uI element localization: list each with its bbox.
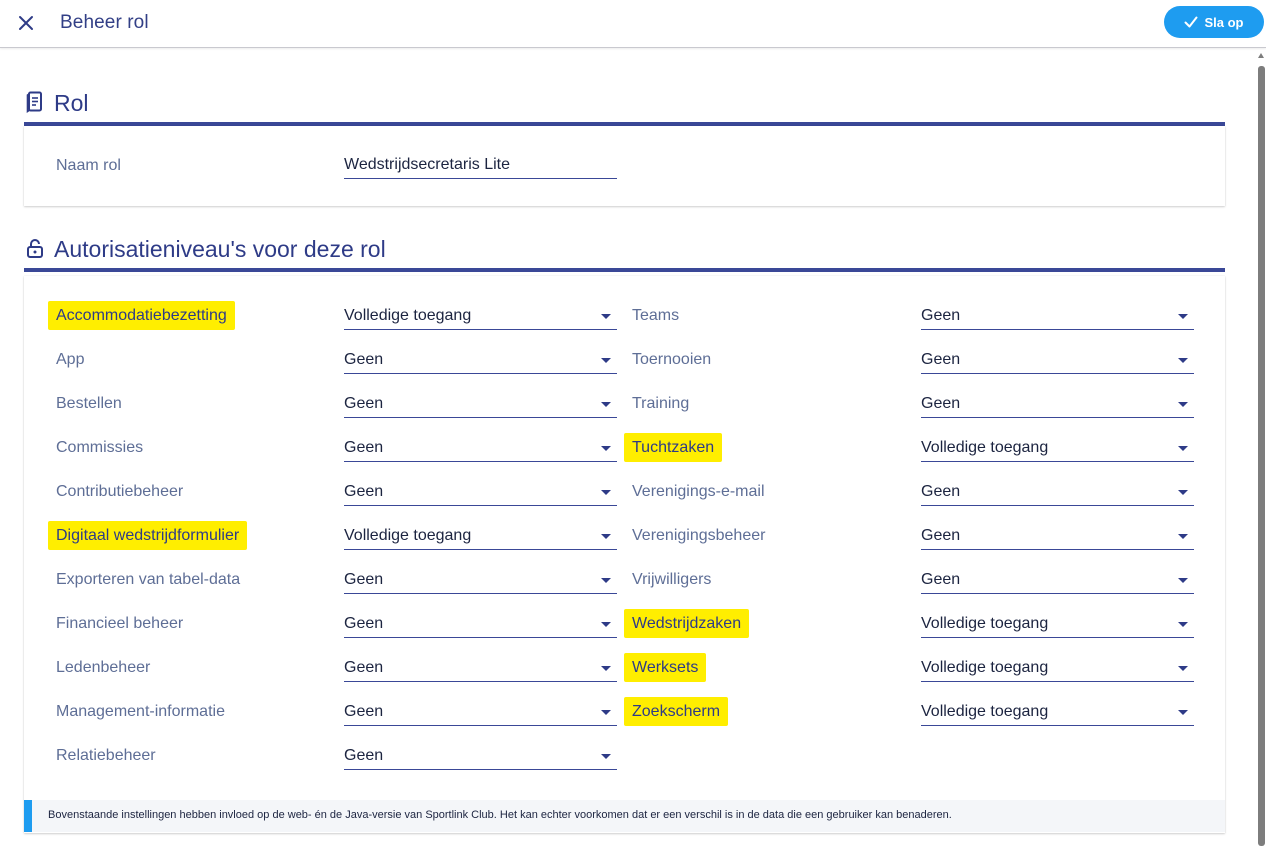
permission-label-text: Verenigingsbeheer — [632, 527, 766, 544]
caret-down-icon — [1178, 402, 1188, 407]
permission-select[interactable] — [344, 658, 617, 682]
permission-select-value: Geen — [921, 395, 961, 412]
caret-down-icon — [601, 710, 611, 715]
lock-icon — [26, 237, 44, 259]
permission-select[interactable] — [921, 702, 1194, 726]
permission-label-text: Financieel beheer — [56, 615, 184, 632]
role-section-header — [24, 82, 1225, 126]
permission-label — [56, 615, 183, 633]
caret-down-icon — [1178, 622, 1188, 627]
permission-label-text: Tuchtzaken — [624, 433, 722, 462]
permission-select-value: Geen — [344, 483, 384, 500]
permission-select[interactable] — [344, 394, 617, 418]
permission-select-value: Geen — [344, 571, 384, 588]
permission-label — [632, 571, 711, 589]
caret-down-icon — [601, 578, 611, 583]
permission-select-value: Geen — [344, 351, 384, 368]
scroll-up-arrow[interactable] — [1258, 53, 1264, 58]
permission-select[interactable] — [921, 306, 1194, 330]
permission-label-text: Toernooien — [632, 351, 712, 368]
permission-select[interactable] — [344, 482, 617, 506]
permission-select[interactable] — [921, 350, 1194, 374]
permission-label-text: Accommodatiebezetting — [48, 301, 235, 330]
auth-card — [24, 276, 1225, 833]
auth-section-title: Autorisatieniveau's voor deze rol — [54, 236, 386, 262]
caret-down-icon — [601, 622, 611, 627]
permission-label — [632, 527, 765, 545]
close-icon — [14, 11, 38, 35]
permission-label-text: Training — [632, 395, 690, 412]
permission-label — [56, 395, 122, 413]
permission-label-text: Commissies — [56, 439, 144, 456]
caret-down-icon — [1178, 490, 1188, 495]
permission-select[interactable] — [344, 570, 617, 594]
permission-label — [56, 703, 225, 721]
permission-select-value: Geen — [921, 351, 961, 368]
permission-select[interactable] — [921, 394, 1194, 418]
permission-label — [632, 703, 728, 721]
caret-down-icon — [601, 754, 611, 759]
permission-label — [632, 439, 722, 457]
permission-select-value: Geen — [344, 439, 384, 456]
save-button-label: Sla op — [1204, 14, 1244, 30]
permission-label-text: Zoekscherm — [624, 697, 728, 726]
permission-label — [632, 483, 765, 501]
permission-label — [56, 307, 235, 325]
page-title: Beheer rol — [60, 12, 149, 33]
caret-down-icon — [601, 446, 611, 451]
permission-select[interactable] — [344, 438, 617, 462]
role-name-input[interactable]: Wedstrijdsecretaris Lite — [344, 155, 617, 179]
permission-select[interactable] — [921, 526, 1194, 550]
permission-label-text: Vrijwilligers — [632, 571, 712, 588]
permission-label — [632, 659, 706, 677]
permission-select-value: Volledige toegang — [921, 703, 1049, 720]
caret-down-icon — [1178, 358, 1188, 363]
caret-down-icon — [1178, 710, 1188, 715]
caret-down-icon — [601, 402, 611, 407]
permission-select[interactable] — [344, 306, 617, 330]
caret-down-icon — [1178, 578, 1188, 583]
role-card — [24, 126, 1225, 206]
caret-down-icon — [601, 314, 611, 319]
permission-label — [56, 747, 156, 765]
permission-select-value: Geen — [344, 395, 384, 412]
permission-select-value: Volledige toegang — [344, 527, 472, 544]
permission-select[interactable] — [921, 614, 1194, 638]
caret-down-icon — [601, 666, 611, 671]
permission-label-text: Management-informatie — [56, 703, 225, 720]
permission-label — [56, 483, 183, 501]
permission-select[interactable] — [921, 438, 1194, 462]
permission-label-text: App — [56, 351, 85, 368]
close-button[interactable] — [14, 11, 38, 35]
permission-select-value: Volledige toegang — [921, 439, 1049, 456]
permission-select[interactable] — [344, 614, 617, 638]
permission-select-value: Geen — [921, 527, 961, 544]
permission-label — [632, 395, 689, 413]
permission-select-value: Volledige toegang — [921, 659, 1049, 676]
permission-select-value: Geen — [921, 307, 961, 324]
permission-label — [632, 351, 711, 369]
permission-select[interactable] — [344, 350, 617, 374]
caret-down-icon — [601, 358, 611, 363]
permission-label-text: Bestellen — [56, 395, 122, 412]
permission-select[interactable] — [921, 658, 1194, 682]
permission-select-value: Geen — [921, 483, 961, 500]
permission-label-text: Werksets — [624, 653, 706, 682]
info-bar: Bovenstaande instellingen hebben invloed op de web- én de Java-versie van Sportlink Club. Het kan echter voorkomen dat er een verschil is in de data die een gebruiker kan benaderen. — [24, 800, 1225, 832]
permission-label-text: Relatiebeheer — [56, 747, 156, 764]
permission-label — [632, 615, 749, 633]
permission-label-text: Wedstrijdzaken — [624, 609, 749, 638]
save-button[interactable] — [1164, 6, 1264, 38]
role-section-title: Rol — [54, 90, 89, 116]
permission-select-value: Geen — [344, 747, 384, 764]
permission-select[interactable] — [921, 482, 1194, 506]
permission-label-text: Teams — [632, 307, 680, 324]
check-icon — [1184, 15, 1198, 29]
permission-label — [56, 659, 150, 677]
permission-label-text: Verenigings-e-mail — [632, 483, 765, 500]
permission-label — [56, 571, 240, 589]
permission-label — [56, 439, 143, 457]
caret-down-icon — [1178, 314, 1188, 319]
id-card-icon — [26, 91, 44, 113]
permission-select-value: Geen — [344, 615, 384, 632]
permission-select-value: Geen — [344, 703, 384, 720]
permission-select-value: Geen — [921, 571, 961, 588]
permission-select-value: Volledige toegang — [921, 615, 1049, 632]
permission-label-text: Exporteren van tabel-data — [56, 571, 241, 588]
permission-select-value: Volledige toegang — [344, 307, 472, 324]
caret-down-icon — [1178, 534, 1188, 539]
role-name-label: Naam rol — [56, 157, 121, 174]
caret-down-icon — [1178, 446, 1188, 451]
permission-label — [56, 527, 247, 545]
caret-down-icon — [601, 534, 611, 539]
permission-select[interactable] — [344, 526, 617, 550]
permission-select[interactable] — [344, 702, 617, 726]
permission-select-value: Geen — [344, 659, 384, 676]
permission-label-text: Ledenbeheer — [56, 659, 151, 676]
permission-select[interactable] — [921, 570, 1194, 594]
permission-label-text: Contributiebeheer — [56, 483, 184, 500]
scrollbar-thumb[interactable] — [1258, 66, 1265, 846]
permission-label-text: Digitaal wedstrijdformulier — [48, 521, 247, 550]
caret-down-icon — [1178, 666, 1188, 671]
top-bar — [0, 0, 1266, 48]
auth-section-header — [24, 228, 1225, 272]
permission-label — [632, 307, 679, 325]
permission-label — [56, 351, 84, 369]
permission-select[interactable] — [344, 746, 617, 770]
caret-down-icon — [601, 490, 611, 495]
